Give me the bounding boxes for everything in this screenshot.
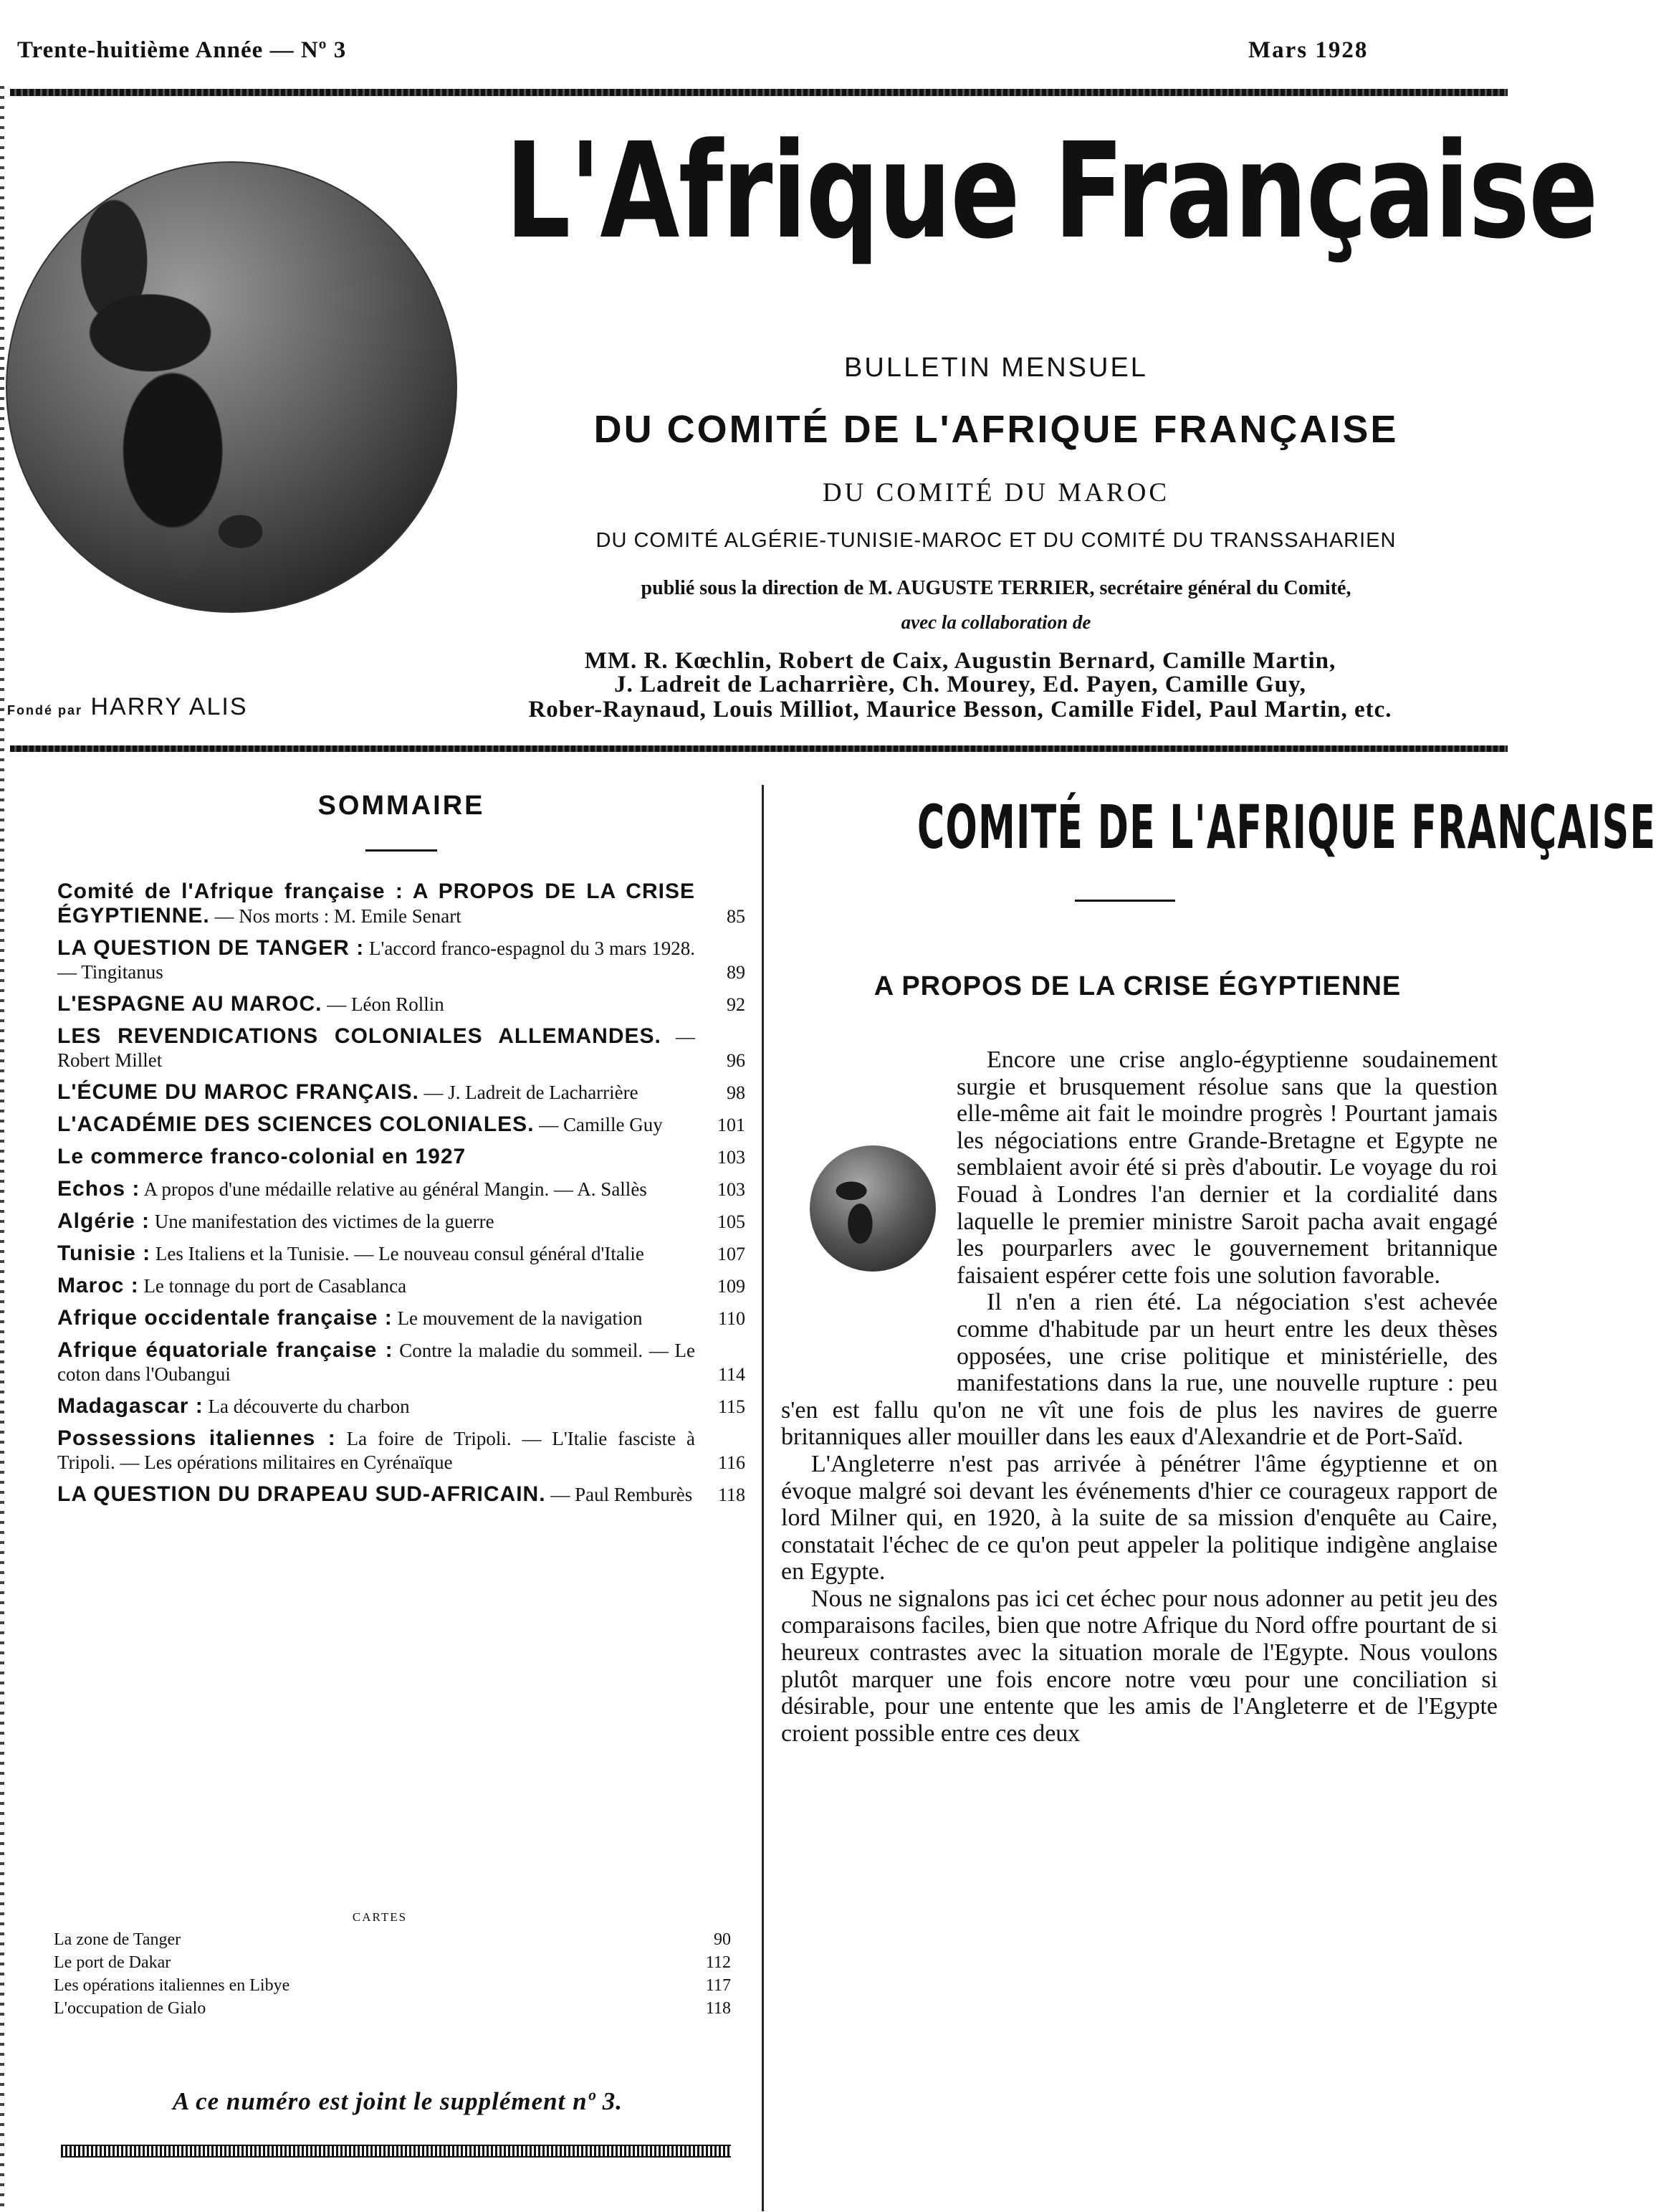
carte-page: 90 — [714, 1930, 731, 1949]
toc-entry-text — [57, 1080, 745, 1105]
toc-entry-text — [57, 1338, 745, 1386]
contributors-line-2: J. Ladreit de Lacharrière, Ch. Mourey, Ed. Payen, Camille Guy, — [614, 672, 1306, 697]
toc-entry-text — [57, 1177, 745, 1201]
carte-entry — [54, 1997, 731, 2020]
toc-entry-text — [57, 1112, 745, 1137]
direction-line: publié sous la direction de M. AUGUSTE TERRIER, secrétaire général du Comité, — [641, 577, 1351, 599]
toc-entry-detail: — Paul Remburès — [545, 1484, 693, 1505]
toc-entry-detail: — Camille Guy — [534, 1114, 663, 1135]
toc-entry-page: 96 — [727, 1050, 745, 1071]
toc-entry — [57, 1209, 745, 1234]
toc-entry — [57, 1080, 745, 1105]
supplement-note: A ce numéro est joint le supplément nº 3. — [172, 2087, 623, 2115]
toc-entry-detail: La foire de Tripoli. — L'Italie fasciste à Tripoli. — Les opérations militaires en Cyrénaïque — [57, 1428, 695, 1473]
toc-entry-heading: L'ESPAGNE AU MAROC. — [57, 992, 322, 1016]
cartes-list — [54, 1928, 731, 2020]
toc-entry-page: 115 — [717, 1396, 745, 1417]
article-paragraph: L'Angleterre n'est pas arrivée à pénétrer l'âme égyptienne et on évoque malgré soi devant les événements d'hier ce courageux rapport de lord Milner qui, en 1920, à la suite de sa mission d'enquête au Caire, constatait l'échec de ce qu'on peut appeler la politique indigène anglaise en Egypte. — [781, 1450, 1498, 1586]
toc-entry-text — [57, 1145, 745, 1169]
toc-entry-heading: Le commerce franco-colonial en 1927 — [57, 1145, 466, 1168]
section-rule — [1075, 900, 1175, 902]
toc-entry-page: 116 — [717, 1452, 745, 1473]
toc-entry — [57, 992, 745, 1016]
toc-entry-detail: — Robert Millet — [57, 1026, 695, 1071]
toc-entry — [57, 1394, 745, 1419]
toc-entry-page: 92 — [727, 994, 745, 1015]
carte-entry — [54, 1974, 731, 1997]
issue-number: Trente-huitième Année — Nº 3 — [17, 37, 347, 63]
column-divider — [762, 785, 764, 2211]
contributors-line-3: Rober-Raynaud, Louis Milliot, Maurice Besson, Camille Fidel, Paul Martin, etc. — [528, 697, 1392, 723]
founder-name: HARRY ALIS — [90, 693, 248, 720]
carte-label: Le port de Dakar — [54, 1953, 171, 1972]
carte-label: Les opérations italiennes en Libye — [54, 1976, 290, 1995]
toc-entry — [57, 1112, 745, 1137]
founder-prefix: Fondé par — [7, 703, 83, 718]
toc-entry-detail: — Nos morts : M. Emile Senart — [209, 905, 461, 927]
toc-entry-heading: Maroc : — [57, 1274, 139, 1297]
toc-entry-text — [57, 1306, 745, 1330]
issue-date: Mars 1928 — [1248, 37, 1369, 63]
toc-entry — [57, 1482, 745, 1507]
toc-entry — [57, 1177, 745, 1201]
carte-label: La zone de Tanger — [54, 1930, 181, 1949]
toc-entry-text — [57, 879, 745, 928]
section-heading: COMITÉ DE L'AFRIQUE FRANÇAISE — [917, 792, 1656, 862]
toc-entry-page: 103 — [717, 1147, 745, 1168]
toc-entry — [57, 1241, 745, 1266]
toc-entry-detail: A propos d'une médaille relative au général Mangin. — A. Sallès — [140, 1178, 647, 1200]
toc-entry-page: 114 — [717, 1364, 745, 1385]
toc-entry — [57, 1426, 745, 1474]
bulletin-subtitle: BULLETIN MENSUEL — [844, 353, 1148, 383]
carte-page: 118 — [705, 1999, 731, 2018]
toc-entry — [57, 1338, 745, 1386]
toc-entry-detail: Le tonnage du port de Casablanca — [138, 1275, 407, 1297]
toc-entry-heading: LA QUESTION DU DRAPEAU SUD-AFRICAIN. — [57, 1482, 546, 1506]
masthead-rule — [10, 745, 1508, 752]
bottom-rule — [61, 2145, 731, 2158]
toc-entry-page: 101 — [717, 1115, 745, 1135]
toc-entry-text — [57, 1024, 745, 1072]
toc-entry-text — [57, 992, 745, 1016]
sommaire-rule — [365, 849, 437, 852]
toc-entry-page: 103 — [717, 1179, 745, 1200]
toc-entry-heading: L'ACADÉMIE DES SCIENCES COLONIALES. — [57, 1112, 535, 1136]
scan-edge — [0, 86, 4, 2208]
toc-entry — [57, 1024, 745, 1072]
toc-entry-page: 85 — [727, 906, 745, 927]
carte-entry — [54, 1928, 731, 1951]
toc-entry-page: 109 — [717, 1276, 745, 1297]
toc-entry-heading: LES REVENDICATIONS COLONIALES ALLEMANDES. — [57, 1024, 661, 1048]
toc-entry-page: 107 — [717, 1244, 745, 1264]
cartes-title: CARTES — [352, 1910, 408, 1924]
algerie-subtitle: DU COMITÉ ALGÉRIE-TUNISIE-MAROC ET DU COMITÉ DU TRANSSAHARIEN — [595, 529, 1397, 552]
globe-illustration — [6, 161, 457, 613]
toc-entry-heading: Afrique occidentale française : — [57, 1306, 393, 1330]
publication-title: L'Afrique Française — [505, 115, 1597, 268]
collaboration-line: avec la collaboration de — [901, 611, 1091, 633]
founder-credit — [7, 693, 248, 721]
toc-entry-text — [57, 936, 745, 984]
carte-label: L'occupation de Gialo — [54, 1999, 206, 2018]
toc-entry-text — [57, 1209, 745, 1234]
toc-entry-detail: — J. Ladreit de Lacharrière — [418, 1082, 638, 1103]
toc-entry-page: 89 — [727, 962, 745, 983]
toc-entry-detail: La découverte du charbon — [203, 1396, 410, 1417]
toc-entry — [57, 936, 745, 984]
toc-entry-heading: Comité de l'Afrique française : A PROPOS DE LA CRISE ÉGYPTIENNE. — [57, 879, 695, 928]
toc-entry-heading: Afrique équatoriale française : — [57, 1338, 393, 1362]
toc-entry-heading: L'ÉCUME DU MAROC FRANÇAIS. — [57, 1080, 419, 1104]
toc-entry-heading: Possessions italiennes : — [57, 1426, 336, 1450]
toc-entry-heading: Madagascar : — [57, 1394, 204, 1418]
toc-entry-text — [57, 1274, 745, 1298]
top-rule — [10, 89, 1508, 96]
toc-entry — [57, 1306, 745, 1330]
toc-entry-page: 118 — [717, 1484, 745, 1505]
toc-entry-heading: Tunisie : — [57, 1241, 151, 1265]
carte-page: 112 — [705, 1953, 731, 1972]
toc-entry-detail: Le mouvement de la navigation — [392, 1307, 643, 1329]
maroc-subtitle: DU COMITÉ DU MAROC — [822, 478, 1170, 507]
toc-entry-page: 98 — [727, 1082, 745, 1103]
article-title: A PROPOS DE LA CRISE ÉGYPTIENNE — [874, 971, 1402, 1001]
toc-entry — [57, 1145, 745, 1169]
toc-entry-page: 105 — [717, 1211, 745, 1232]
contributors-line-1: MM. R. Kœchlin, Robert de Caix, Augustin Bernard, Camille Martin, — [584, 648, 1336, 674]
toc-entry-text — [57, 1482, 745, 1507]
toc-entry-heading: LA QUESTION DE TANGER : — [57, 936, 365, 960]
toc-entry-heading: Echos : — [57, 1177, 140, 1201]
article-paragraph: Il n'en a rien été. La négociation s'est achevée comme d'habitude par un heurt entre les deux thèses opposées, une crise politique et ministérielle, des manifestations dans la rue, une nouvelle rupture : peu s'en est fallu qu'on ne vît une fois de plus les navires de guerre britanniques aller mouiller dans les eaux d'Alexandrie et de Port-Saïd. — [781, 1289, 1498, 1451]
toc-entry — [57, 879, 745, 928]
globe-vignette — [810, 1145, 936, 1272]
toc-entry-text — [57, 1394, 745, 1419]
toc-entry-detail: Contre la maladie du sommeil. — Le coton dans l'Oubangui — [57, 1340, 696, 1385]
comite-subtitle: DU COMITÉ DE L'AFRIQUE FRANÇAISE — [593, 408, 1399, 451]
toc-entry-heading: Algérie : — [57, 1209, 150, 1233]
toc-entry-detail: L'accord franco-espagnol du 3 mars 1928. — Tingitanus — [57, 938, 695, 983]
toc-entry-detail: — Léon Rollin — [322, 993, 444, 1015]
carte-entry — [54, 1951, 731, 1974]
toc-entry-detail: Les Italiens et la Tunisie. — Le nouveau consul général d'Italie — [150, 1243, 644, 1264]
toc-entry-text — [57, 1426, 745, 1474]
toc-entry-text — [57, 1241, 745, 1266]
sommaire-title: SOMMAIRE — [317, 791, 485, 821]
article-paragraph: Nous ne signalons pas ici cet échec pour nous adonner au petit jeu des comparaisons faciles, bien que notre Afrique du Nord offre pourtant de si heureux contrastes avec la situation morale de l'Egypte. Nous voulons plutôt marquer une fois encore notre vœu pour une conciliation si désirable, pour une entente que les amis de l'Angleterre et de l'Egypte croient possible entre ces deux — [781, 1585, 1498, 1747]
toc-entry-detail: Une manifestation des victimes de la guerre — [150, 1211, 494, 1232]
carte-page: 117 — [705, 1976, 731, 1995]
toc-entry — [57, 1274, 745, 1298]
toc-entry-page: 110 — [717, 1308, 745, 1329]
table-of-contents — [57, 879, 745, 1515]
article-paragraph: Encore une crise anglo-égyptienne soudainement surgie et brusquement résolue sans que la question elle-même ait fait le moindre progrès ! Pourtant jamais les négociations entre Grande-Bretagne et Egypte ne semblaient avoir été si près d'aboutir. Le voyage du roi Fouad à Londres l'an dernier et la cordialité dans laquelle le premier ministre Saroit pacha avait engagé les pourparlers avec le gouvernement britannique faisaient espérer cette fois une solution favorable. — [957, 1047, 1498, 1289]
